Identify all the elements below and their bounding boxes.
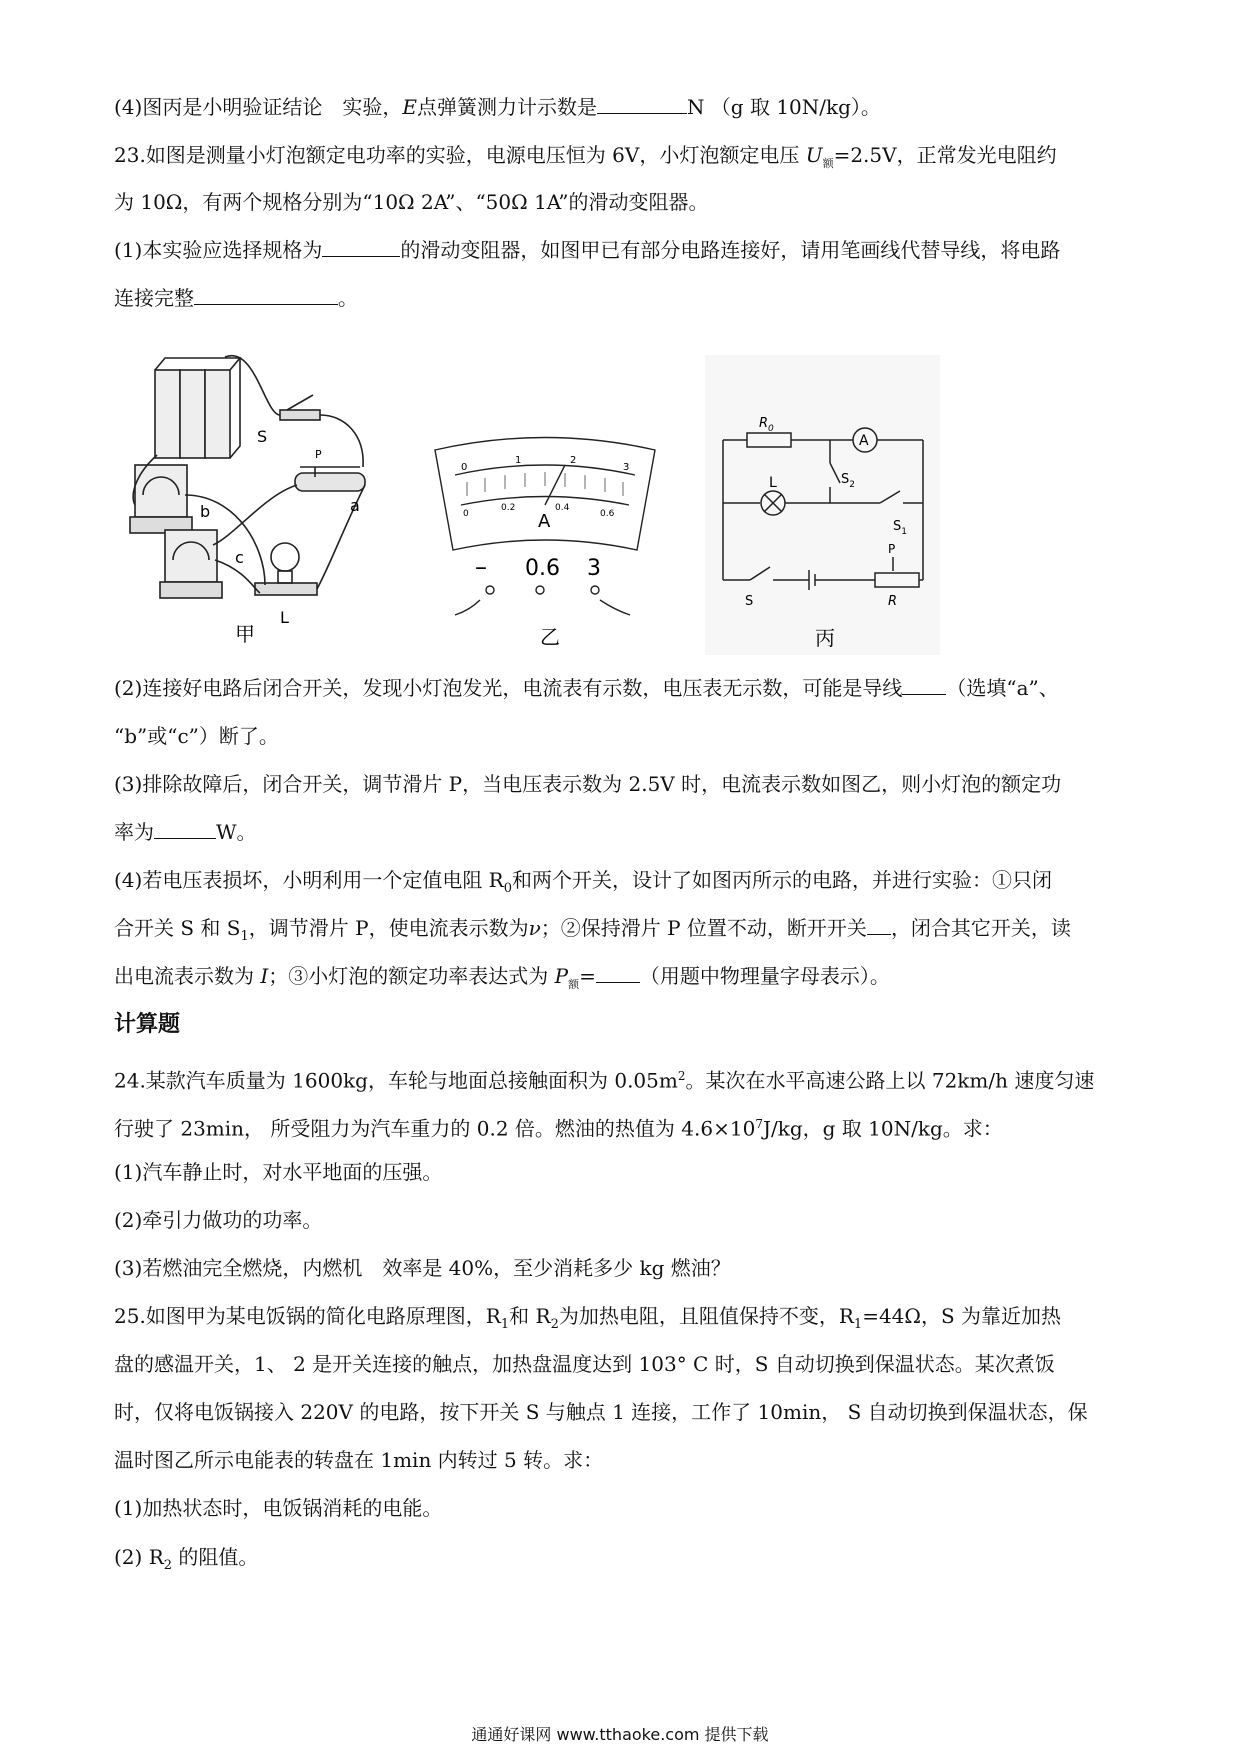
svg-text:A: A	[859, 433, 869, 449]
svg-text:S1: $S_1$	[893, 519, 907, 537]
q23-part2-line-2: “b”或“c”）断了。	[114, 724, 279, 748]
answer-blank	[902, 676, 946, 695]
svg-text:乙: 乙	[540, 625, 560, 649]
q23-part4-line-1: (4)若电压表损坏，小明利用一个定值电阻 $R_0$和两个开关，设计了如图丙所示的电路，并进行实验：①只闭	[114, 868, 1053, 896]
svg-text:丙: 丙	[815, 626, 835, 650]
q23-line-1: 23.如图是测量小灯泡额定电功率的实验，电源电压恒为 6V，小灯泡额定电压 $U_额=2.5V$，正常发光电阻约	[114, 143, 1057, 170]
q25-line-5: (1)加热状态时，电饭锅消耗的电能。	[114, 1496, 443, 1520]
answer-blank	[322, 238, 400, 257]
svg-text:R: R	[888, 594, 898, 609]
svg-text:–: –	[475, 553, 487, 581]
svg-text:c: c	[235, 548, 244, 567]
q24-line-5: (3)若燃油完全燃烧，内燃机 效率是 40%，至少消耗多少 kg 燃油？	[114, 1256, 731, 1280]
figure-jia	[115, 345, 375, 650]
q24-line-1: 24.某款汽车质量为 1600kg，车轮与地面总接触面积为 $0.05m^2$。某次在水平高速公路上以 72km/h 速度匀速	[114, 1068, 1095, 1093]
footer-source: 通通好课网 www.tthaoke.com 提供下载	[471, 1725, 769, 1744]
q25-line-4: 温时图乙所示电能表的转盘在 1min 内转过 5 转。求：	[114, 1448, 604, 1472]
q23-line-4: 连接完整 。	[114, 286, 358, 310]
svg-text:L: L	[769, 475, 777, 491]
figure-yi	[425, 430, 665, 650]
q24-line-2: 行驶了 23min， 所受阻力为汽车重力的 0.2 倍。燃油的热值为 $4.6\times 10^7J/kg$，g 取 10N/kg。求：	[114, 1116, 1003, 1141]
answer-blank	[597, 95, 687, 114]
svg-text:0.6: 0.6	[525, 556, 560, 581]
q23-line-3: (1)本实验应选择规格为 的滑动变阻器，如图甲已有部分电路连接好，请用笔画线代替导线，将电路	[114, 238, 1061, 262]
svg-text:0: 0	[463, 509, 469, 519]
svg-text:P: P	[315, 448, 322, 461]
q24-line-3: (1)汽车静止时，对水平地面的压强。	[114, 1160, 443, 1184]
svg-text:0: 0	[461, 462, 468, 473]
q23-part2-line-1: (2)连接好电路后闭合开关，发现小灯泡发光，电流表有示数，电压表无示数，可能是导线 （选填“a”、	[114, 676, 1059, 700]
section-heading: 计算题	[114, 1012, 181, 1037]
q25-line-6: (2) $R_2$ 的阻值。	[114, 1545, 259, 1573]
svg-text:1: 1	[515, 455, 522, 466]
svg-text:甲: 甲	[235, 622, 255, 646]
svg-text:2: 2	[570, 455, 577, 466]
q25-line-1: 25.如图甲为某电饭锅的简化电路原理图，$R_1$和 $R_2$为加热电阻，且阻值保持不变，$R_1=44\Omega$，S 为靠近加热	[114, 1304, 1062, 1332]
svg-text:R0: $R_0$	[759, 416, 774, 434]
svg-text:a: a	[350, 496, 360, 515]
svg-text:0.4: 0.4	[555, 503, 570, 513]
q23-line-2: 为 10Ω，有两个规格分别为“10Ω 2A”、“50Ω 1A”的滑动变阻器。	[114, 190, 709, 214]
q25-line-3: 时，仅将电饭锅接入 220V 的电路，按下开关 S 与触点 1 连接，工作了 10min， S 自动切换到保温状态，保	[114, 1400, 1088, 1424]
q22-part4-line: (4)图丙是小明验证结论 实验，E点弹簧测力计示数是 N （g 取 10N/kg）。	[114, 95, 881, 119]
svg-text:3: 3	[623, 462, 630, 473]
q24-line-4: (2)牵引力做功的功率。	[114, 1208, 323, 1232]
q23-part4-line-2: 合开关 S 和 $S_1$，调节滑片 P，使电流表示数为ν；②保持滑片 P 位置不动，断开开关 ，闭合其它开关，读	[114, 916, 1071, 944]
answer-blank	[194, 286, 338, 305]
q25-line-2: 盘的感温开关，1、 2 是开关连接的触点，加热盘温度达到 103° C 时，S 自动切换到保温状态。某次煮饭	[114, 1352, 1055, 1376]
svg-text:L: L	[280, 608, 289, 627]
svg-text:0.2: 0.2	[501, 503, 516, 513]
svg-text:A: A	[538, 511, 551, 532]
svg-text:S: S	[257, 427, 268, 446]
answer-blank	[154, 820, 216, 839]
svg-text:b: b	[200, 502, 211, 521]
svg-text:S: S	[745, 594, 754, 609]
q23-part3-line-1: (3)排除故障后，闭合开关，调节滑片 P，当电压表示数为 2.5V 时，电流表示数如图乙，则小灯泡的额定功	[114, 772, 1062, 796]
q23-part4-line-3: 出电流表示数为 I；③小灯泡的额定功率表达式为 $P_额=$ （用题中物理量字母表示）。	[114, 964, 890, 991]
q23-part3-line-2: 率为 W。	[114, 820, 257, 844]
svg-text:S2: $S_2$	[841, 472, 855, 490]
svg-text:P: P	[888, 542, 896, 556]
answer-blank	[867, 916, 891, 935]
svg-text:0.6: 0.6	[600, 509, 615, 519]
figure-bing	[705, 355, 945, 660]
svg-text:3: 3	[587, 556, 601, 581]
answer-blank	[596, 964, 640, 983]
